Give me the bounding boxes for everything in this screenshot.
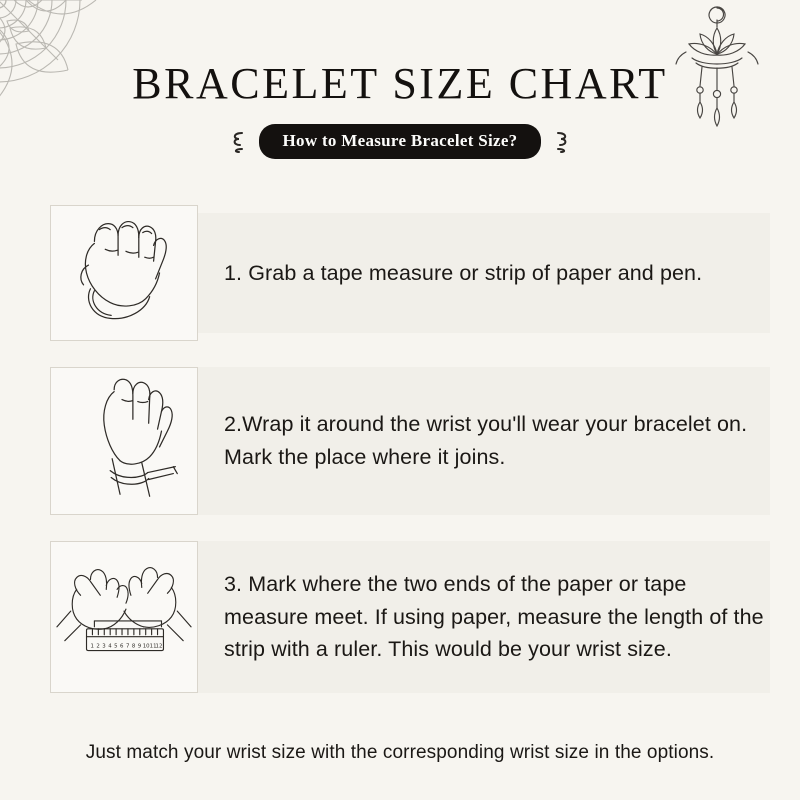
subtitle-row xyxy=(0,124,800,159)
svg-text:4: 4 xyxy=(108,643,112,650)
list-item xyxy=(0,205,800,341)
hand-holding-tape-icon xyxy=(50,205,198,341)
svg-text:6: 6 xyxy=(120,643,124,650)
svg-text:10: 10 xyxy=(142,643,150,650)
svg-text:2: 2 xyxy=(96,643,100,650)
svg-text:7: 7 xyxy=(125,643,130,650)
svg-text:3: 3 xyxy=(102,643,106,650)
svg-text:8: 8 xyxy=(131,643,136,650)
steps-list xyxy=(0,205,800,719)
svg-text:9: 9 xyxy=(137,643,142,650)
step-text: 1. Grab a tape measure or strip of paper and pen. xyxy=(224,260,703,285)
svg-text:11: 11 xyxy=(149,643,157,650)
page-title: BRACELET SIZE CHART xyxy=(132,59,668,108)
svg-text:1: 1 xyxy=(90,643,94,650)
footer-note: Just match your wrist size with the corresponding wrist size in the options. xyxy=(85,742,715,763)
swirl-flourish-left-icon xyxy=(221,129,247,155)
step-text: 2.Wrap it around the wrist you'll wear your bracelet on. Mark the place where it joins. xyxy=(224,412,748,469)
svg-text:5: 5 xyxy=(114,643,118,650)
wrist-wrapped-tape-icon xyxy=(50,367,198,515)
list-item xyxy=(0,367,800,515)
hands-measuring-ruler-icon xyxy=(50,541,198,693)
subtitle-pill: How to Measure Bracelet Size? xyxy=(259,124,542,159)
step-text: 3. Mark where the two ends of the paper or tape measure meet. If using paper, measure the length of the strip with a ruler. This would be your wrist size. xyxy=(224,571,764,662)
list-item xyxy=(0,541,800,693)
swirl-flourish-right-icon xyxy=(553,129,579,155)
svg-text:12: 12 xyxy=(155,643,163,650)
